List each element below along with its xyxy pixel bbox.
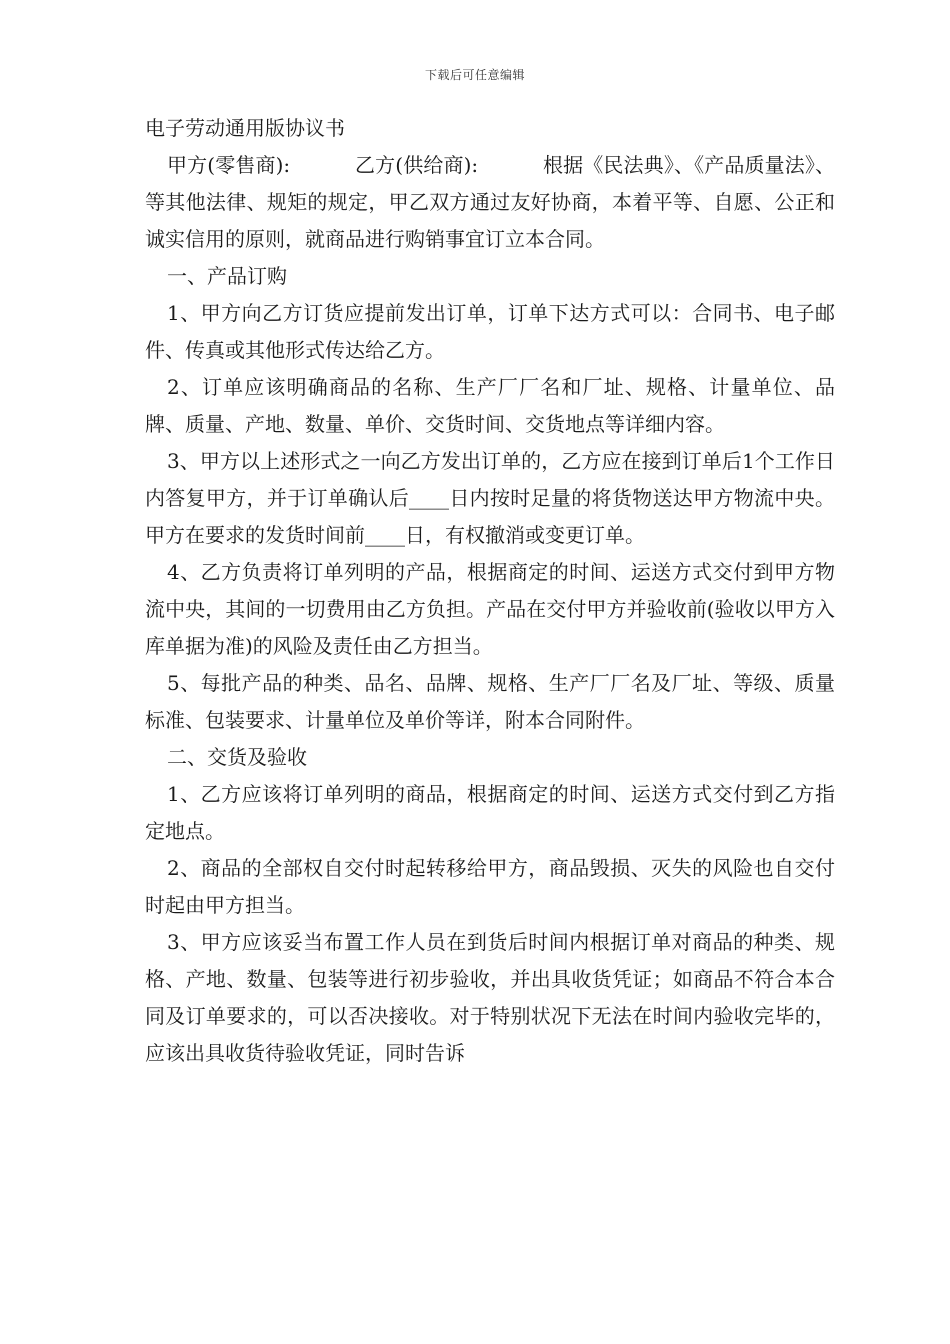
document-body [145,110,835,1072]
clause-1-5: 5、每批产品的种类、品名、品牌、规格、生产厂厂名及厂址、等级、质量标准、包装要求、计量单位及单价等详，附本合同附件。 [145,671,835,732]
clause-1-1: 1、甲方向乙方订货应提前发出订单，订单下达方式可以：合同书、电子邮件、传真或其他形式传达给乙方。 [145,301,835,362]
clause-1-2: 2、订单应该明确商品的名称、生产厂厂名和厂址、规格、计量单位、品牌、质量、产地、数量、单价、交货时间、交货地点等详细内容。 [145,375,835,436]
paragraph-parties-intro: 甲方(零售商): 乙方(供给商): 根据《民法典》、《产品质量法》、等其他法律、规矩的规定，甲乙双方通过友好协商，本着平等、自愿、公正和诚实信用的原则，就商品进行购销事宜订立本合同。 [145,153,835,251]
header-note: 下载后可任意编辑 [424,68,525,82]
clause-1-4: 4、乙方负责将订单列明的产品，根据商定的时间、运送方式交付到甲方物流中央，其间的一切费用由乙方负担。产品在交付甲方并验收前(验收以甲方入库单据为准)的风险及责任由乙方担当。 [145,560,835,658]
clause-2-3: 3、甲方应该妥当布置工作人员在到货后时间内根据订单对商品的种类、规格、产地、数量、包装等进行初步验收，并出具收货凭证；如商品不符合本合同及订单要求的，可以否决接收。对于特别状况下无法在时间内验收完毕的，应该出具收货待验收凭证，同时告诉 [145,930,835,1065]
section-heading-delivery-acceptance: 二、交货及验收 [167,745,307,769]
clause-2-1: 1、乙方应该将订单列明的商品，根据商定的时间、运送方式交付到乙方指定地点。 [145,782,835,843]
section-heading-product-ordering: 一、产品订购 [167,264,287,288]
document-title: 电子劳动通用版协议书 [145,116,345,140]
clause-1-3: 3、甲方以上述形式之一向乙方发出订单的，乙方应在接到订单后1个工作日内答复甲方，并于订单确认后____日内按时足量的将货物送达甲方物流中央。甲方在要求的发货时间前____日，有权撤消或变更订单。 [145,449,835,547]
clause-2-2: 2、商品的全部权自交付时起转移给甲方，商品毁损、灭失的风险也自交付时起由甲方担当。 [145,856,835,917]
